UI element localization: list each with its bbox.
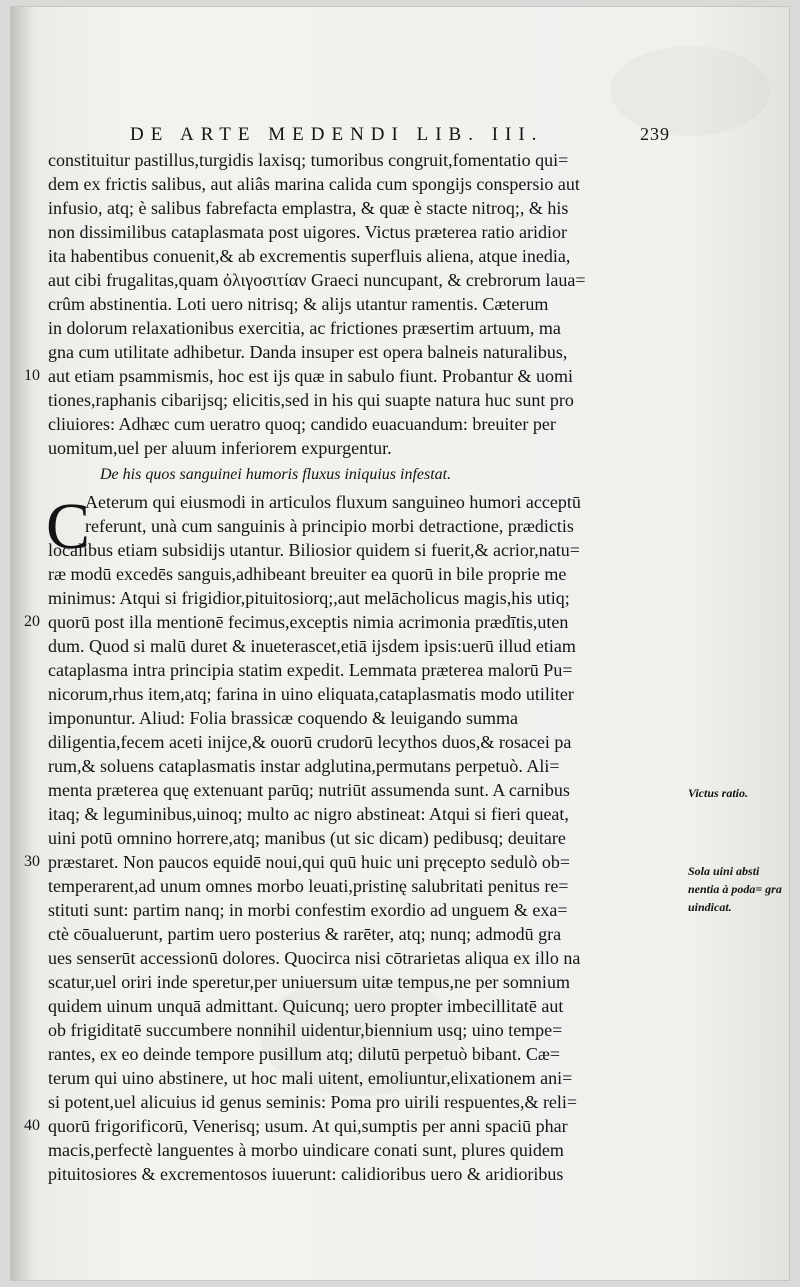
- text-line: macis,perfectè languentes à morbo uindicare conati sunt, plures quidem: [48, 1140, 564, 1160]
- page-stain: [610, 46, 770, 136]
- text-line: pituitosiores & excrementosos iuuerunt: calidioribus uero & aridioribus: [48, 1164, 564, 1184]
- running-header: DE ARTE MEDENDI LIB. III.: [130, 124, 544, 145]
- text-line: crûm abstinentia. Loti uero nitrisq; & alijs utantur ramentis. Cæterum: [48, 294, 549, 314]
- text-line: Aeterum qui eiusmodi in articulos fluxum sanguineo humori acceptū: [85, 492, 581, 512]
- text-line: tiones,raphanis cibarijsq; elicitis,sed in his qui suapte natura huc sunt pro: [48, 390, 574, 410]
- book-page: [10, 6, 790, 1281]
- text-line: terum qui uino abstinere, ut hoc mali uitent, emoliuntur,elixationem ani=: [48, 1068, 573, 1088]
- line-number: 30: [24, 853, 40, 870]
- text-line: quorū frigorificorū, Venerisq; usum. At qui,sumptis per anni spaciū phar: [48, 1116, 568, 1136]
- text-line: minimus: Atqui si frigidior,pituitosiorq;,aut melācholicus magis,his utiq;: [48, 588, 570, 608]
- line-number: 40: [24, 1117, 40, 1134]
- text-line: non dissimilibus cataplasmata post uigores. Victus præterea ratio aridior: [48, 222, 567, 242]
- section-heading: De his quos sanguinei humoris fluxus iniquius infestat.: [100, 466, 452, 483]
- text-line: rum,& soluens cataplasmatis instar adglutina,permutans perpetuò. Ali=: [48, 756, 560, 776]
- margin-note: Victus ratio.: [688, 786, 749, 800]
- text-line: uini potū omnino horrere,atq; manibus (ut sic dicam) pedibusq; deuitare: [48, 828, 566, 848]
- text-line: localibus etiam subsidijs utantur. Biliosior quidem si fuerit,& acrior,natu=: [48, 540, 580, 560]
- text-line: rantes, ex eo deinde tempore pusillum atq; dilutū perpetuò bibant. Cæ=: [48, 1044, 561, 1064]
- text-line: infusio, atq; è salibus fabrefacta emplastra, & quæ è stacte nitroq;, & his: [48, 198, 569, 218]
- text-line: in dolorum relaxationibus exercitia, ac frictiones præsertim artuum, ma: [48, 318, 561, 338]
- text-line: scatur,uel oriri inde speretur,per uniuersum uitæ tempus,ne per somnium: [48, 972, 570, 992]
- text-line: cataplasma intra principia statim expedit. Lemmata præterea malorū Pu=: [48, 660, 573, 680]
- text-line: ræ modū excedēs sanguis,adhibeant breuiter ea quorū in bile proprie me: [48, 564, 567, 584]
- text-line: constituitur pastillus,turgidis laxisq; tumoribus congruit,fomentatio qui=: [48, 150, 569, 170]
- text-line: ues senserūt accessionū dolores. Quocirca nisi cōtrarietas aliqua ex illo na: [48, 948, 581, 968]
- text-line: dum. Quod si malū duret & inueterascet,etiā ijsdem ipsis:uerū illud etiam: [48, 636, 576, 656]
- text-line: itaq; & leguminibus,uinoq; multo ac nigro abstineat: Atqui si fieri queat,: [48, 804, 569, 824]
- text-line: quidem uinum unquā admittant. Quicunq; uero propter imbecillitatē aut: [48, 996, 564, 1016]
- drop-capital: C: [46, 490, 91, 563]
- text-line: uomitum,uel per aluum inferiorem expurgentur.: [48, 438, 392, 458]
- text-line: si potent,uel alicuius id genus seminis: Poma pro uirili respuentes,& reli=: [48, 1092, 578, 1112]
- text-line: aut cibi frugalitas,quam ὀλιγοσιτίαν Graeci nuncupant, & crebrorum laua=: [48, 270, 586, 290]
- line-number: 10: [24, 367, 40, 384]
- text-line: temperarent,ad unum omnes morbo leuati,pristinę salubritati penitus re=: [48, 876, 569, 896]
- text-line: ob frigiditatē succumbere nonnihil uidentur,biennium usq; uino tempe=: [48, 1020, 563, 1040]
- text-line: ctè cōualuerunt, partim uero posterius & rarēter, atq; nunq; admodū gra: [48, 924, 562, 944]
- text-line: dem ex frictis salibus, aut aliâs marina calida cum spongijs conspersio aut: [48, 174, 580, 194]
- text-line: ita habentibus conuenit,& ab excrementis superfluis aliena, atque inedia,: [48, 246, 571, 266]
- text-line: aut etiam psammismis, hoc est ijs quæ in sabulo fiunt. Probantur & uomi: [48, 366, 573, 386]
- text-line: diligentia,fecem aceti inijce,& ouorū crudorū lecythos duos,& rosacei pa: [48, 732, 572, 752]
- text-line: nicorum,rhus item,atq; farina in uino eliquata,cataplasmatis modo utiliter: [48, 684, 574, 704]
- text-line: imponuntur. Aliud: Folia brassicæ coquendo & leuigando summa: [48, 708, 518, 728]
- margin-note: Sola uini absti nentia à poda= gra uindicat.: [688, 864, 782, 914]
- page-number: 239: [640, 124, 670, 144]
- text-line: præstaret. Non paucos equidē noui,qui quū huic uni pręcepto sedulò ob=: [48, 852, 571, 872]
- text-line: quorū post illa mentionē fecimus,exceptis nimia acrimonia prædītis,uten: [48, 612, 569, 632]
- text-line: menta præterea quę extenuant parūq; nutriūt assumenda sunt. A carnibus: [48, 780, 570, 800]
- text-line: referunt, unà cum sanguinis à principio morbi detractione, prædictis: [85, 516, 574, 536]
- text-line: stituti sunt: partim nanq; in morbi confestim exordio ad unguem & exa=: [48, 900, 568, 920]
- text-line: cliuiores: Adhæc cum ueratro quoq; candido euacuandum: breuiter per: [48, 414, 556, 434]
- text-line: gna cum utilitate adhibetur. Danda insuper est opera balneis naturalibus,: [48, 342, 568, 362]
- line-number: 20: [24, 613, 40, 630]
